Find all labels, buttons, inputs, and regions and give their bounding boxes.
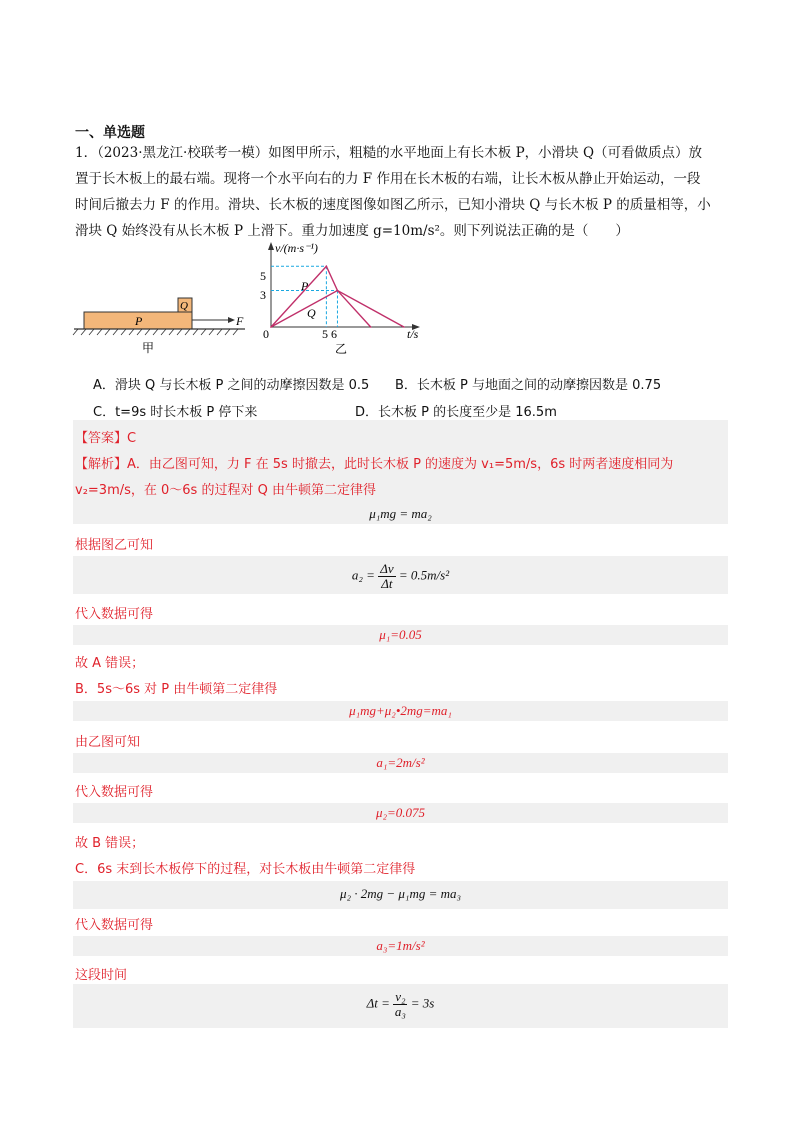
label-8: C．6s 末到长木板停下的过程，对长木板由牛顿第二定律得 <box>75 862 416 877</box>
question-line-2: 置于长木板上的最右端。现将一个水平向右的力 F 作用在长木板的右端，让长木板从静止开始运动，一段 <box>75 171 701 187</box>
option-b[interactable]: B．长木板 P 与地面之间的动摩擦因数是 0.75 <box>395 378 662 393</box>
question-line-4: 滑块 Q 始终没有从长木板 P 上滑下。重力加速度 g=10m/s²。则下列说法正确的是（ ） <box>75 223 629 239</box>
point-q-2 <box>403 326 405 328</box>
series-label-p: P <box>301 279 309 293</box>
question-line-1: 1．（2023·黑龙江·校联考一模）如图甲所示，粗糙的水平地面上有长木板 P，小滑块 Q（可看做质点）放 <box>75 145 703 161</box>
label-10: 这段时间 <box>75 968 128 983</box>
series-label-q: Q <box>307 306 316 320</box>
x-tick-labels: 5 6 <box>322 327 337 341</box>
point-q-1 <box>337 290 339 292</box>
equation-1: μ₁mg = ma₂ <box>369 506 432 521</box>
label-4: B．5s～6s 对 P 由牛顿第二定律得 <box>75 682 278 697</box>
y-axis-arrow <box>268 242 274 250</box>
equation-3: μ₁=0.05 <box>379 627 422 642</box>
equation-9-fraction: $\frac{\text{v₂}}{\text{a₃}}$ <box>394 989 406 1019</box>
force-label: F <box>236 314 244 328</box>
analysis-line-2: v₂=3m/s，在 0～6s 的过程对 Q 由牛顿第二定律得 <box>75 483 376 498</box>
point-q-0 <box>270 326 272 328</box>
equation-9: Δt = $\frac{\text{v₂}}{\text{a₃}}$ = 3s <box>366 989 435 1019</box>
question-text <box>75 140 725 244</box>
label-6: 代入数据可得 <box>75 785 154 800</box>
y-axis-label: v/(m·s⁻¹) <box>275 241 318 255</box>
equation-2-fraction: $\frac{\Delta v}{\Delta t}$ <box>380 561 394 591</box>
y-tick-3: 3 <box>260 288 266 302</box>
board-label: P <box>135 314 143 328</box>
equation-2: a₂ = $\frac{\Delta v}{\Delta t}$ = 0.5m/s² <box>351 561 450 591</box>
label-3: 故 A 错误； <box>75 656 145 671</box>
point-p-3 <box>370 326 372 328</box>
force-arrow-head <box>228 317 235 323</box>
question-line-3: 时间后撤去力 F 的作用。滑块、长木板的速度图像如图乙所示，已知小滑块 Q 与长木板 P 的质量相等，小 <box>75 197 711 213</box>
velocity-time-chart <box>255 238 430 358</box>
equation-4: μ₁mg+μ₂•2mg=ma₁ <box>349 703 452 718</box>
figure-board-block <box>70 290 250 360</box>
series-line-p <box>271 266 371 327</box>
equation-5: a₁=2m/s² <box>376 755 425 770</box>
x-axis-label: t/s <box>407 327 419 341</box>
y-tick-5: 5 <box>260 269 266 283</box>
equation-7: μ₂ · 2mg − μ₁mg = ma₃ <box>339 886 462 901</box>
analysis-line-1: 【解析】A．由乙图可知，力 F 在 5s 时撤去，此时长木板 P 的速度为 v₁=5m/s，6s 时两者速度相同为 <box>75 457 674 472</box>
label-9: 代入数据可得 <box>75 918 154 933</box>
label-7: 故 B 错误； <box>75 836 145 851</box>
answer-line: 【答案】C <box>75 431 137 446</box>
label-1: 根据图乙可知 <box>75 538 154 553</box>
figure-a-caption: 甲 <box>142 341 155 355</box>
option-c[interactable]: C．t=9s 时长木板 P 停下来 <box>93 405 258 420</box>
equation-8: a₃=1m/s² <box>376 938 425 953</box>
figure-b-caption: 乙 <box>335 342 348 356</box>
label-2: 代入数据可得 <box>75 607 154 622</box>
option-a[interactable]: A．滑块 Q 与长木板 P 之间的动摩擦因数是 0.5 <box>93 378 370 393</box>
equation-6: μ₂=0.075 <box>375 805 426 820</box>
origin-label: 0 <box>263 327 269 341</box>
ground-hatch <box>73 329 238 335</box>
label-5: 由乙图可知 <box>75 735 141 750</box>
block-label: Q <box>180 300 188 312</box>
point-p-1 <box>326 265 328 267</box>
option-d[interactable]: D．长木板 P 的长度至少是 16.5m <box>355 405 557 420</box>
section-title: 一、单选题 <box>75 125 145 141</box>
